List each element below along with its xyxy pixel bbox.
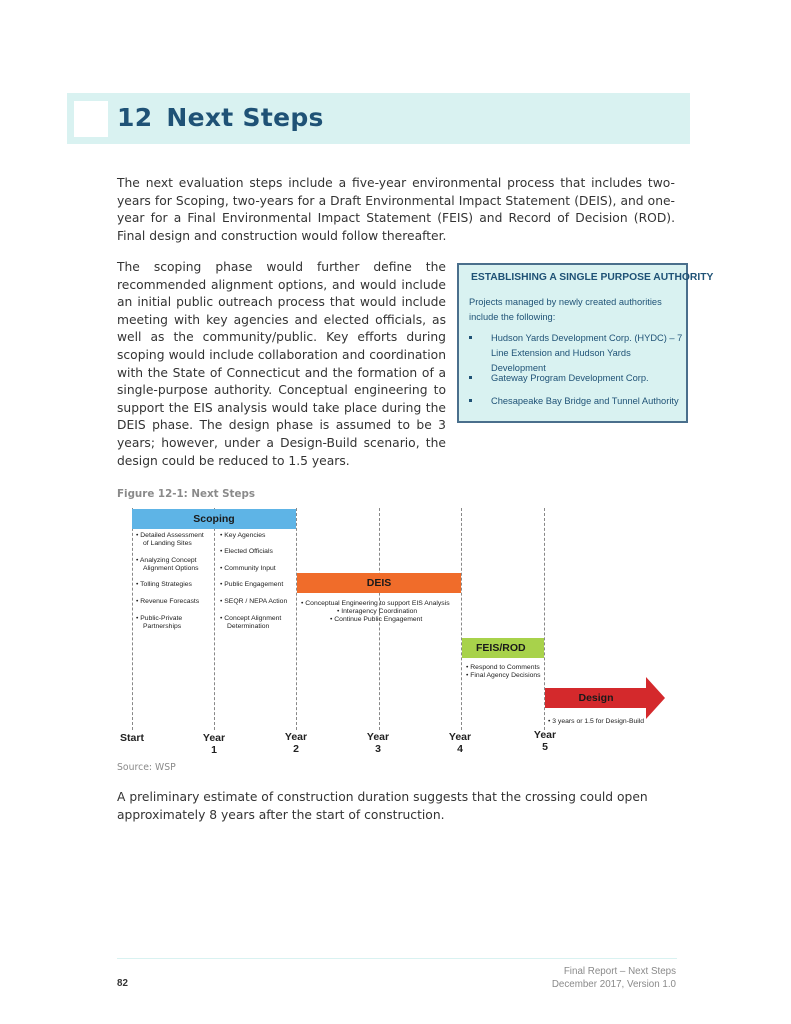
deis-item: • Continue Public Engagement — [330, 616, 423, 623]
scoping-item: of Landing Sites — [143, 540, 192, 547]
scoping-item: • Community Input — [220, 565, 276, 572]
scoping-item: • Revenue Forecasts — [136, 598, 200, 605]
design-item: • 3 years or 1.5 for Design-Build — [548, 718, 645, 725]
section-number: 12 — [117, 103, 153, 132]
timeline-gridline — [461, 508, 462, 730]
header-square-decoration — [74, 101, 108, 137]
sidebar-intro: Projects managed by newly created authorities include the following: — [469, 297, 662, 322]
figure-source: Source: WSP — [117, 762, 176, 773]
axis-label-year: Year 2 — [284, 731, 308, 755]
scoping-item: • Elected Officials — [220, 548, 273, 555]
scoping-item: Alignment Options — [143, 565, 199, 572]
scoping-item: Determination — [227, 623, 270, 630]
sidebar-callout-box — [457, 263, 714, 423]
phase-bar-scoping: Scoping — [132, 509, 296, 529]
footer-report-title: Final Report – Next Steps — [563, 966, 676, 977]
phase-bar-design: Design — [545, 688, 647, 708]
axis-label-year: Year 1 — [202, 732, 226, 756]
paragraph-scoping: The scoping phase would further define the recommended alignment options, and would include an initial public outreach process that would include meeting with key agencies and elected officials, as well as the community/public. Key efforts during scoping would include collaboration and coordination with the State of Connecticut and the formation of a single-purpose authority. Conceptual engineering to support the EIS analysis would take place during the DEIS phase. The design phase is assumed to be 3 years; however, under a Design-Build scenario, the design could be reduced to 1.5 years. — [117, 260, 446, 468]
scoping-item: • Public-Private — [136, 615, 183, 622]
phase-bar-deis: DEIS — [297, 573, 461, 593]
scoping-item: • Analyzing Concept — [136, 557, 197, 564]
footer-report-date: December 2017, Version 1.0 — [551, 979, 676, 990]
deis-item: • Conceptual Engineering to support EIS Analysis — [301, 600, 450, 607]
timeline-gridline — [296, 508, 297, 730]
scoping-item: • SEQR / NEPA Action — [220, 598, 288, 605]
axis-label-start: Start — [120, 732, 144, 744]
scoping-item: Partnerships — [143, 623, 182, 630]
scoping-item: • Concept Alignment — [220, 615, 282, 622]
axis-label-year: Year 4 — [448, 731, 472, 755]
deis-item: • Interagency Coordination — [337, 608, 418, 615]
timeline-gridline — [132, 508, 133, 730]
figure-caption: Figure 12-1: Next Steps — [117, 488, 255, 500]
scoping-item: • Key Agencies — [220, 532, 266, 539]
footer-divider — [117, 958, 677, 959]
sidebar-list-item: Hudson Yards Development Corp. (HYDC) – 7 Line Extension and Hudson Yards Development — [491, 333, 683, 373]
scoping-item: • Detailed Assessment — [136, 532, 204, 539]
scoping-item: • Tolling Strategies — [136, 581, 192, 588]
axis-label-year: Year 5 — [533, 729, 557, 753]
sidebar-title: ESTABLISHING A SINGLE PURPOSE AUTHORITY — [471, 272, 714, 283]
feis-item: • Final Agency Decisions — [466, 672, 541, 679]
design-arrow-head-icon — [646, 677, 665, 719]
paragraph-construction: A preliminary estimate of construction duration suggests that the crossing could open approximately 8 years after the start of construction. — [117, 790, 648, 822]
footer-report-info — [552, 965, 676, 991]
paragraph-intro: The next evaluation steps include a five-year environmental process that includes two-years for Scoping, two-years for a Draft Environmental Impact Statement (DEIS), and one-year for a Final Environmental Impact Statement (FEIS) and Record of Decision (ROD). Final design and construction would follow thereafter. — [117, 176, 675, 243]
section-title-text: Next Steps — [166, 103, 324, 132]
section-title — [117, 103, 324, 132]
scoping-item: • Public Engagement — [220, 581, 284, 588]
feis-item: • Respond to Comments — [466, 664, 540, 671]
page-number: 82 — [117, 978, 128, 989]
sidebar-list-item: Gateway Program Development Corp. — [491, 373, 649, 383]
timeline-gridline — [214, 508, 215, 730]
sidebar-list-item: Chesapeake Bay Bridge and Tunnel Authority — [491, 396, 679, 406]
axis-label-year: Year 3 — [366, 731, 390, 755]
phase-bar-feis-rod: FEIS/ROD — [462, 638, 544, 658]
